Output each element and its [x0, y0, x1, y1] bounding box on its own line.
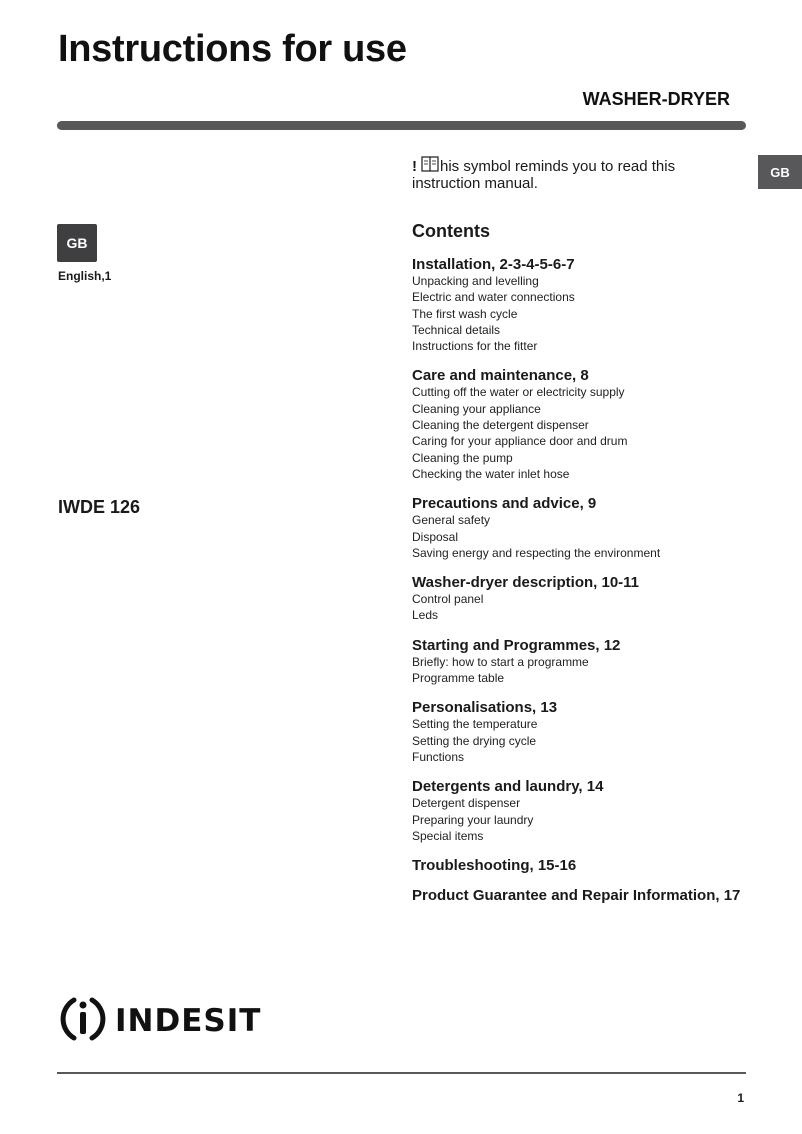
section-item: Setting the drying cycle	[412, 733, 537, 748]
footer-rule	[57, 1072, 746, 1074]
document-title: Instructions for use	[58, 28, 407, 70]
contents-section	[412, 778, 742, 844]
product-type: WASHER-DRYER	[582, 89, 730, 109]
section-item: Leds	[412, 608, 439, 623]
section-item: General safety	[412, 513, 491, 528]
contents-section	[412, 367, 742, 482]
contents-heading: Contents	[412, 221, 490, 241]
section-item: Saving energy and respecting the environment	[412, 545, 661, 560]
language-label: English,1	[58, 269, 112, 283]
section-title: Precautions and advice, 9	[412, 495, 597, 513]
notice-text: his symbol reminds you to read this instruction manual.	[412, 158, 676, 192]
section-item: Detergent dispenser	[412, 796, 521, 811]
section-item: Checking the water inlet hose	[412, 466, 570, 481]
table-of-contents	[412, 221, 742, 917]
page-number: 1	[737, 1091, 744, 1105]
contents-section	[412, 256, 742, 354]
contents-section	[412, 495, 742, 561]
section-title: Installation, 2-3-4-5-6-7	[412, 256, 575, 273]
section-title: Product Guarantee and Repair Information, 17	[412, 887, 741, 905]
contents-section	[412, 887, 742, 904]
section-item: Cleaning the pump	[412, 450, 513, 465]
section-title: Personalisations, 13	[412, 699, 558, 717]
section-item: Functions	[412, 749, 465, 764]
section-item: Control panel	[412, 592, 484, 607]
section-item: Programme table	[412, 671, 505, 686]
book-icon	[420, 158, 440, 175]
section-item: Unpacking and levelling	[412, 274, 539, 288]
section-item: Cleaning the detergent dispenser	[412, 418, 589, 433]
section-item: Electric and water connections	[412, 290, 575, 305]
section-title: Starting and Programmes, 12	[412, 636, 621, 654]
contents-section	[412, 574, 742, 624]
section-item: Cutting off the water or electricity supply	[412, 385, 625, 400]
section-title: Detergents and laundry, 14	[412, 778, 604, 796]
section-title: Washer-dryer description, 10-11	[412, 574, 640, 592]
section-item: Technical details	[412, 322, 501, 337]
section-item: Preparing your laundry	[412, 812, 534, 827]
section-item: Instructions for the fitter	[412, 339, 538, 354]
contents-section	[412, 857, 742, 874]
contents-section	[412, 637, 742, 687]
read-manual-notice	[412, 156, 712, 192]
section-item: Disposal	[412, 529, 459, 544]
section-item: Caring for your appliance door and drum	[412, 434, 628, 449]
contents-section	[412, 699, 742, 765]
language-side-tab: GB	[758, 155, 802, 189]
exclamation-mark: !	[412, 158, 417, 175]
indesit-logo-icon	[57, 992, 109, 1051]
section-item: Setting the temperature	[412, 717, 538, 732]
brand-name: INDESIT	[115, 1003, 262, 1039]
section-item: Cleaning your appliance	[412, 401, 541, 416]
section-item: Briefly: how to start a programme	[412, 654, 589, 669]
section-item: The first wash cycle	[412, 306, 518, 321]
section-title: Care and maintenance, 8	[412, 367, 589, 385]
section-item: Special items	[412, 828, 484, 843]
brand-logo	[57, 994, 261, 1048]
language-badge: GB	[57, 224, 97, 262]
header-rule	[57, 121, 746, 130]
model-number: IWDE 126	[58, 497, 141, 517]
section-title: Troubleshooting, 15-16	[412, 857, 577, 875]
